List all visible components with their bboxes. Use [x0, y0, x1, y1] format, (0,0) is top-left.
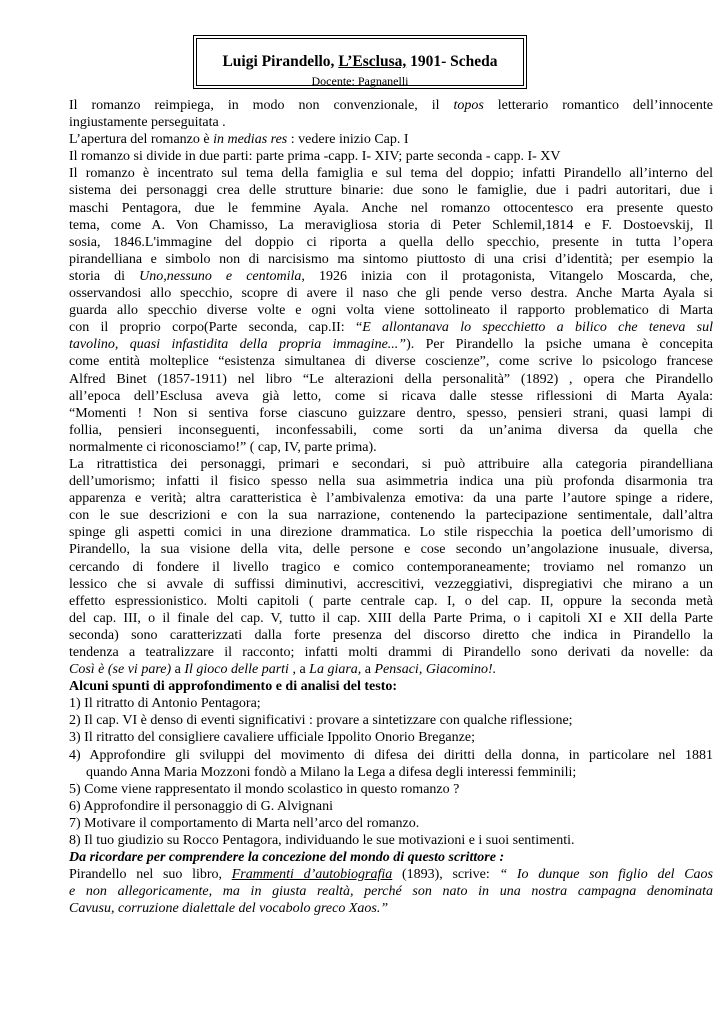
question-item-continuation: quando Anna Maria Mozzoni fondò a Milano la Lega a difesa degli interessi femminili;: [86, 764, 577, 780]
paragraph-1-line: follia, pensieri inconseguenti, inconfessabili, come sorti da un’anima diversa da quella che: [69, 422, 713, 438]
document-title: [194, 53, 526, 71]
paragraph-2-line: effetto espressionistico. Molti capitoli ( parte centrale cap. I, o del cap. II, oppure la seconda metà: [69, 593, 713, 609]
intro-line-4: Il romanzo si divide in due parti: parte prima -capp. I- XIV; parte seconda - capp. I- XV: [69, 149, 561, 165]
paragraph-1-line: Il romanzo è incentrato sul tema della famiglia e sul tema del doppio; infatti Pirandello all’interno del: [69, 166, 713, 182]
document-body: [69, 97, 713, 918]
paragraph-1-line: tavolino, quasi infastidita della propria immagine...”). Per Pirandello la psiche umana è concepita: [69, 337, 713, 353]
intro-line-3: L’apertura del romanzo è in medias res : vedere inizio Cap. I: [69, 132, 409, 148]
paragraph-1-line: sosia, 1846.L'immagine del doppio ci riporta a quella dello specchio, presente in tutta l’opera: [69, 234, 713, 250]
paragraph-2-line: dell’umorismo; infatti il fisico spesso nella sua asimmetria indica una più profonda disarmonia tra: [69, 474, 713, 490]
paragraph-1-line: storia di Uno,nessuno e centomila, 1926 inizia con il protagonista, Vitangelo Moscarda, che,: [69, 268, 713, 284]
paragraph-1-line: “Momenti ! Non si sentiva forse ciascuno guizzare dentro, spesso, pensieri strani, quasi lampi di: [69, 405, 713, 421]
paragraph-1-line: normalmente ci riconosciamo!” ( cap, IV, parte prima).: [69, 439, 377, 455]
paragraph-2-line: cercando di fondere il livello tragico e comico contemporaneamente; troviamo nel romanzo un: [69, 559, 713, 575]
intro-line-1: Il romanzo reimpiega, in modo non convenzionale, il topos letterario romantico dell’innocente: [69, 98, 714, 113]
question-item: 2) Il cap. VI è denso di eventi significativi : provare a sintetizzare con qualche riflessione;: [69, 713, 573, 729]
paragraph-1-line: guarda allo specchio diverse volte e ogni volta viene sottolineato il rapporto problematico di Marta: [69, 303, 713, 319]
question-item: 7) Motivare il comportamento di Marta nell’arco del romanzo.: [69, 815, 420, 831]
paragraph-2-line: Così è (se vi pare) a Il gioco delle parti , a La giara, a Pensaci, Giacomino!.: [69, 662, 497, 678]
closing-line: e non allegoricamente, ma in giusta realtà, perché son nato in una nostra campagna denominata: [69, 884, 713, 900]
paragraph-2-line: apparenza e verità; altra caratteristica è l’ambivalenza emotiva: da una parte l’autore spinge a ridere,: [69, 491, 713, 507]
paragraph-2-line: del cap. III, o il finale del cap. V, tutto il cap. XIII della Parte Prima, o i capitoli XI e XII della Parte: [69, 610, 713, 626]
paragraph-1-line: maschi Pentagora, due le femmine Ayala. Anche nel romanzo ottocentesco era presente questo: [69, 200, 713, 216]
closing-heading: Da ricordare per comprendere la concezione del mondo di questo scrittore :: [69, 850, 505, 866]
paragraph-2-line: con le sue descrizioni e con la sua narrazione, contenendo la partecipazione sentimentale, dall’altra: [69, 508, 713, 524]
intro-line-2: ingiustamente perseguitata .: [69, 115, 226, 131]
teacher-line: Docente: Pagnanelli: [311, 74, 409, 88]
question-item: 8) Il tuo giudizio su Rocco Pentagora, individuando le sue motivazioni e i suoi sentimenti.: [69, 833, 575, 849]
question-item: 5) Come viene rappresentato il mondo scolastico in questo romanzo ?: [69, 781, 460, 797]
paragraph-1-line: sistema dei personaggi crea delle strutture binarie: due sono le famiglie, due i padri autoritari, due i: [69, 183, 713, 199]
title-rest: 1901- Scheda: [410, 53, 498, 70]
title-author: Luigi Pirandello,: [222, 53, 335, 70]
paragraph-1-line: all’epoca dell’Esclusa aveva già letto, come si ricava dalle stesse riflessioni di Marta Ayala:: [69, 388, 713, 404]
paragraph-2-line: La ritrattistica dei personaggi, primari e secondari, si può attribuire alla categoria pirandelliana: [69, 456, 713, 472]
paragraph-1-line: Alfred Binet (1857-1911) nel libro “Le alterazioni della personalità” (1892) , opera che Pirandello: [69, 371, 713, 387]
paragraph-2-line: lessico che si avvale di suffissi diminutivi, accrescitivi, vezzeggiativi, dispregiativi che mirano a un: [69, 576, 713, 592]
questions-heading: Alcuni spunti di approfondimento e di analisi del testo:: [69, 679, 398, 695]
question-item: 1) Il ritratto di Antonio Pentagora;: [69, 696, 261, 712]
title-work: L’Esclusa,: [338, 53, 407, 70]
paragraph-1-line: con il proprio corpo(Parte seconda, cap.II: “E allontanava lo specchietto a bilico che teneva sul: [69, 320, 713, 336]
paragraph-1-line: tema, come A. Von Chamisso, La meravigliosa storia di Peter Schlemil,1814 e F. Dostoevskij, Il: [69, 217, 713, 233]
paragraph-2-line: Pirandello, la sua visione della vita, delle persone e cose secondo un’angolazione inusuale, diversa,: [69, 542, 713, 558]
question-item: 3) Il ritratto del consigliere cavaliere ufficiale Ippolito Onorio Breganze;: [69, 730, 475, 746]
paragraph-2-line: seconda) sono caratterizzati dalla forte presenza del discorso diretto che indica in Pirandello la: [69, 627, 713, 643]
paragraph-1-line: osservandosi allo specchio, scopre di avere il naso che gli pende verso destra. Anche Marta Ayala si: [69, 286, 713, 302]
book-title: Frammenti d’autobiografia: [231, 867, 393, 883]
paragraph-2-line: spinge gli aspetti comici in una direzione drammatica. Lo stile rispecchia la poetica dell’umorismo di: [69, 525, 713, 541]
paragraph-1-line: come entità molteplice “esistenza simultanea di diverse coscienze”, come scrive lo psicologo francese: [69, 354, 713, 370]
question-item: 4) Approfondire gli sviluppi del movimento di difesa dei diritti della donna, in particolare nel 1881: [69, 747, 713, 763]
closing-line: Cavusu, corruzione dialettale del vocabolo greco Xaos.”: [69, 901, 389, 917]
title-box: [193, 35, 527, 89]
paragraph-2-line: tendenza a teatralizzare il racconto; infatti molti drammi di Pirandello sono derivati da novelle: da: [69, 645, 713, 660]
closing-line: Pirandello nel suo libro, Frammenti d’autobiografia (1893), scrive: “ Io dunque son figlio del Caos: [69, 867, 714, 883]
question-item: 6) Approfondire il personaggio di G. Alvignani: [69, 798, 334, 814]
paragraph-1-line: pirandelliana e simbolo non di narcisismo ma sintomo piuttosto di una crisi d’identità; per esempio la: [69, 251, 713, 267]
